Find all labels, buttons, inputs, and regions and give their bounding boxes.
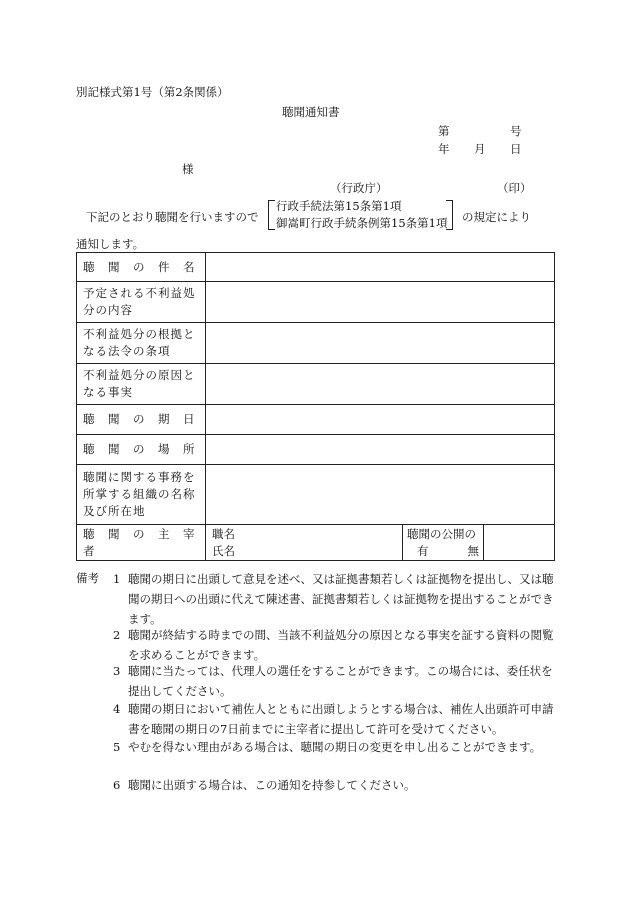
note-text: 聴聞の期日に出頭して意見を述べ、又は証拠書類若しくは証拠物を提出し、又は聴聞の期日への出頭に代えて陳述書、証拠書類若しくは証拠物を提出することができます。 xyxy=(128,572,554,626)
addressee-sama: 様 xyxy=(182,162,194,176)
label-organization: 聴聞に関する事務を所掌する組織の名称及び所在地 xyxy=(77,465,206,525)
notes-heading: 備考 xyxy=(76,571,99,585)
list-item xyxy=(76,569,556,633)
table-row xyxy=(77,525,555,561)
note-number: 4 xyxy=(113,702,121,716)
note-text: やむを得ない理由がある場合は、聴聞の期日の変更を申し出ることができます。 xyxy=(128,740,542,754)
table-row xyxy=(77,323,555,364)
label-public xyxy=(403,525,484,561)
table-row xyxy=(77,405,555,435)
number-dai: 第 xyxy=(438,124,450,138)
list-item xyxy=(76,737,556,777)
number-go: 号 xyxy=(510,124,522,138)
value-organization[interactable] xyxy=(206,465,555,525)
presider-title-label: 職名 xyxy=(212,526,235,541)
value-hearing-date[interactable] xyxy=(206,405,555,435)
public-yes-label: 有 xyxy=(417,543,429,558)
hearing-notice-table xyxy=(76,252,555,561)
law-reference-2: 御嵩町行政手続条例第15条第1項 xyxy=(276,216,448,230)
label-hearing-place: 聴 聞 の 場 所 xyxy=(77,435,206,465)
table-row xyxy=(77,253,555,282)
page-title: 聴聞通知書 xyxy=(282,105,340,119)
form-number: 別記様式第1号（第2条関係） xyxy=(76,85,229,99)
date-month: 月 xyxy=(474,142,486,156)
table-row xyxy=(77,282,555,323)
date-year: 年 xyxy=(438,142,450,156)
right-bracket xyxy=(446,200,453,230)
note-number: 1 xyxy=(113,572,121,586)
value-cause-facts[interactable] xyxy=(206,364,555,405)
public-no-label: 無 xyxy=(467,543,479,558)
table-row xyxy=(77,364,555,405)
intro-line2: 通知します。 xyxy=(76,237,145,251)
note-number: 6 xyxy=(113,778,121,792)
value-public[interactable] xyxy=(484,525,555,561)
seal-label: （印） xyxy=(497,181,532,195)
law-reference-1: 行政手続法第15条第1項 xyxy=(276,199,402,213)
note-text: 聴聞に出頭する場合は、この通知を持参してください。 xyxy=(128,778,416,792)
public-label-line1: 聴聞の公開の xyxy=(407,526,476,541)
presider-name-label: 氏名 xyxy=(212,543,235,558)
table-row xyxy=(77,465,555,525)
label-cause-facts: 不利益処分の原因となる事実 xyxy=(77,364,206,405)
agency-label: （行政庁） xyxy=(330,181,388,195)
intro-prefix: 下記のとおり聴聞を行いますので xyxy=(86,210,259,224)
label-hearing-date: 聴 聞 の 期 日 xyxy=(77,405,206,435)
list-item xyxy=(76,775,556,795)
label-legal-basis: 不利益処分の根拠となる法令の条項 xyxy=(77,323,206,364)
label-planned-disposition: 予定される不利益処分の内容 xyxy=(77,282,206,323)
note-text: 聴聞の期日において補佐人とともに出頭しようとする場合は、補佐人出頭許可申請書を聴聞の期日の7日前までに主宰者に提出して許可を受けてください。 xyxy=(128,702,554,736)
label-case-name: 聴 聞 の 件 名 xyxy=(77,253,206,282)
note-number: 5 xyxy=(113,740,121,754)
note-number: 3 xyxy=(113,664,121,678)
date-day: 日 xyxy=(510,142,522,156)
intro-suffix: の規定により xyxy=(462,210,531,224)
table-row xyxy=(77,435,555,465)
value-legal-basis[interactable] xyxy=(206,323,555,364)
note-text: 聴聞に当たっては、代理人の選任をすることができます。この場合には、委任状を提出してください。 xyxy=(128,664,553,698)
value-case-name[interactable] xyxy=(206,253,555,282)
note-number: 2 xyxy=(113,628,121,642)
left-bracket xyxy=(268,200,275,230)
list-item xyxy=(76,661,556,701)
list-item xyxy=(76,625,556,665)
list-item xyxy=(76,699,556,739)
value-planned-disposition[interactable] xyxy=(206,282,555,323)
value-presider[interactable] xyxy=(206,525,403,561)
note-text: 聴聞が終結する時までの間、当該不利益処分の原因となる事実を証する資料の閲覧を求めることができます。 xyxy=(128,628,554,662)
label-presider: 聴 聞 の 主 宰 者 xyxy=(77,525,206,561)
value-hearing-place[interactable] xyxy=(206,435,555,465)
